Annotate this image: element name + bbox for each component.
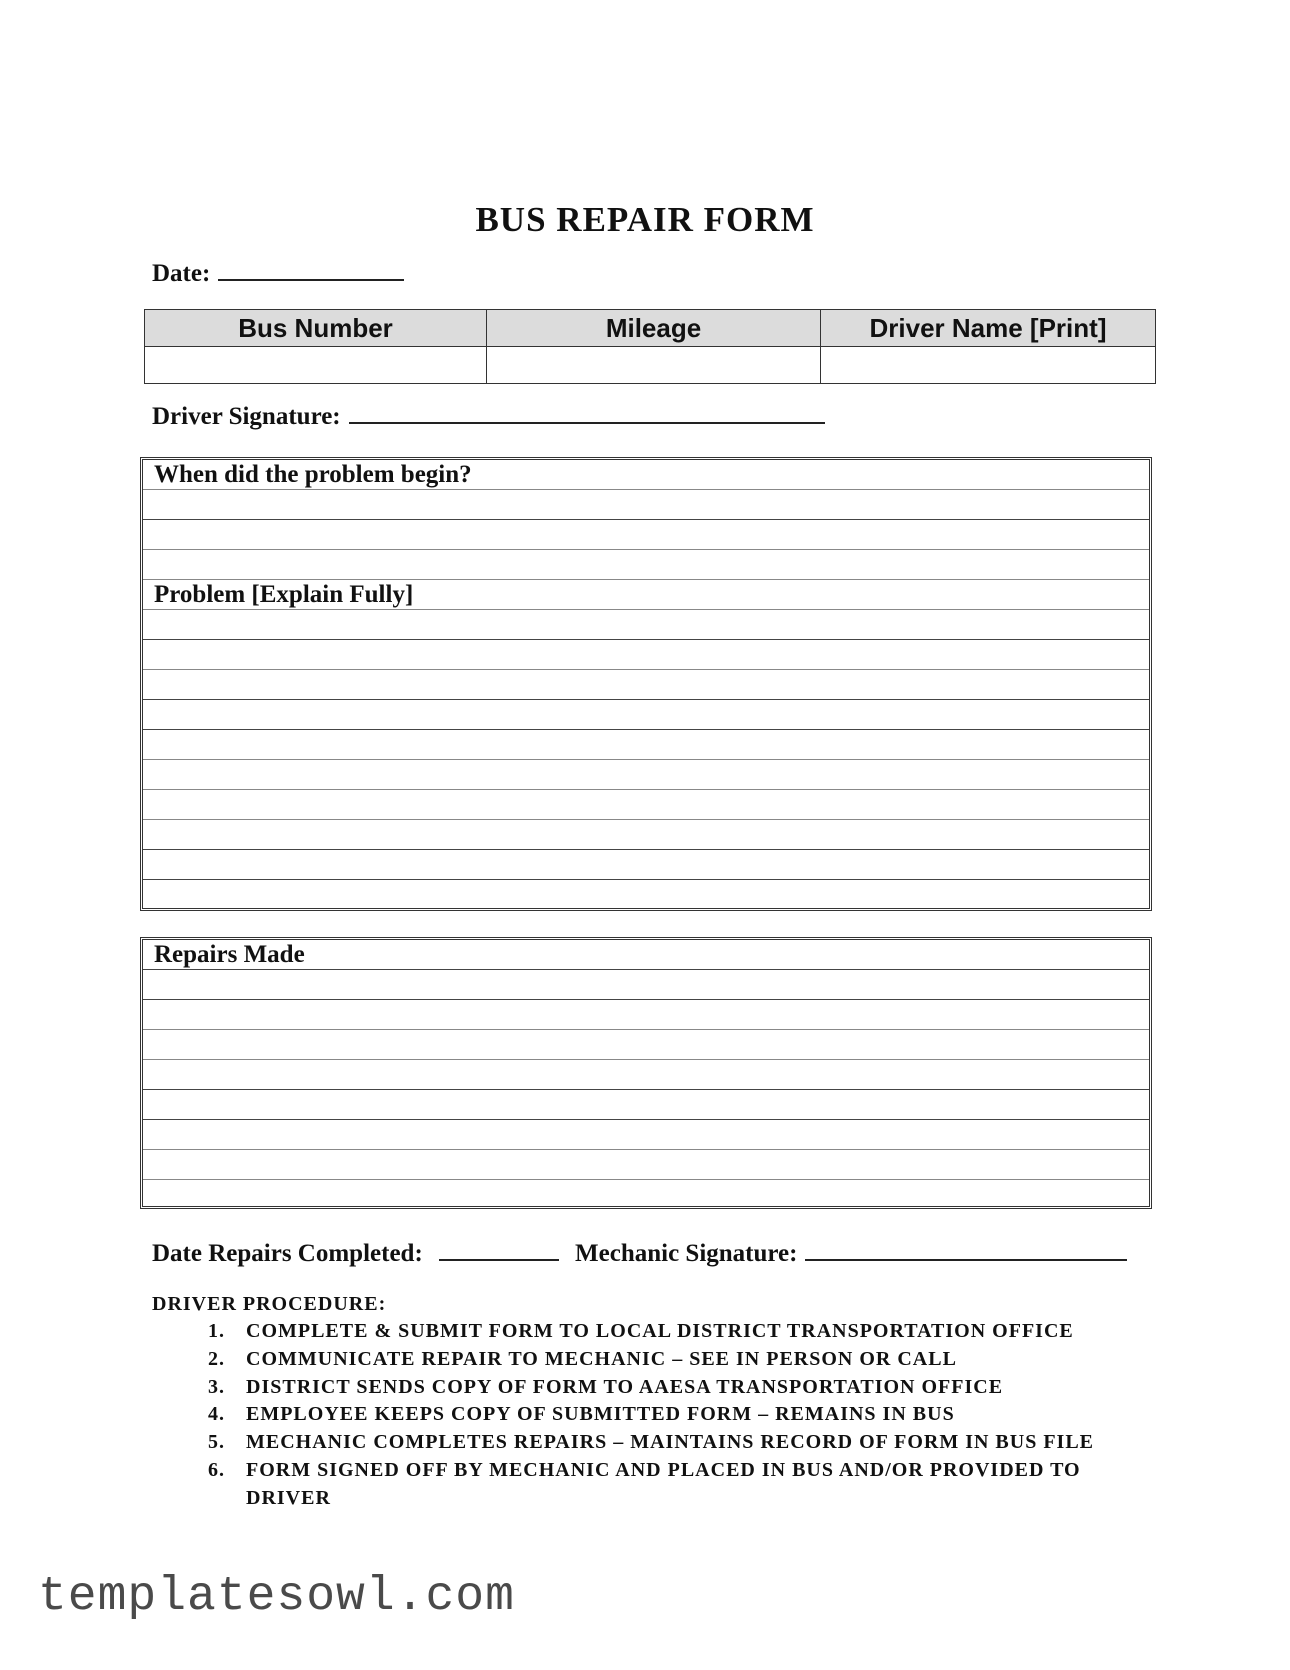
problem-explain-label: Problem [Explain Fully] [154,581,414,608]
step-text: COMMUNICATE REPAIR TO MECHANIC – SEE IN PERSON OR CALL [246,1347,957,1370]
date-field[interactable] [152,260,404,288]
repairs-box [140,937,1152,1209]
step-number: 5. [208,1431,225,1454]
driver-signature-blank[interactable] [349,421,825,424]
mechanic-signature-label: Mechanic Signature: [575,1240,798,1267]
step-number: 6. [208,1458,225,1481]
lined-row[interactable] [143,1090,1149,1120]
date-repairs-completed-blank[interactable] [439,1258,559,1261]
procedure-step [152,1346,1132,1374]
mechanic-signature-blank[interactable] [805,1258,1127,1261]
lined-row[interactable] [143,520,1149,550]
driver-name-header: Driver Name [Print] [821,310,1156,347]
step-text: MECHANIC COMPLETES REPAIRS – MAINTAINS RECORD OF FORM IN BUS FILE [246,1431,1095,1454]
lined-row[interactable] [143,1000,1149,1030]
mileage-cell[interactable] [487,347,821,384]
completion-line [152,1240,1127,1268]
procedure-step [152,1318,1132,1346]
lined-row[interactable] [143,490,1149,520]
lined-row[interactable] [143,1120,1149,1150]
lined-row[interactable] [143,880,1149,910]
driver-name-cell[interactable] [821,347,1156,384]
lined-row[interactable] [143,610,1149,640]
problem-box [140,457,1152,911]
date-label: Date: [152,260,211,287]
procedure-step [152,1429,1132,1457]
lined-row[interactable] [143,550,1149,580]
step-text: FORM SIGNED OFF BY MECHANIC AND PLACED IN BUS AND/OR PROVIDED TO DRIVER [246,1458,1081,1509]
problem-begin-row [143,460,1149,490]
lined-row[interactable] [143,790,1149,820]
date-repairs-completed-label: Date Repairs Completed: [152,1240,423,1267]
problem-explain-row [143,580,1149,610]
lined-row[interactable] [143,700,1149,730]
lined-row[interactable] [143,1180,1149,1210]
lined-row[interactable] [143,820,1149,850]
date-blank[interactable] [218,278,404,281]
lined-row[interactable] [143,640,1149,670]
step-number: 3. [208,1375,225,1398]
procedure-step [152,1374,1132,1402]
lined-row[interactable] [143,670,1149,700]
driver-signature-field[interactable] [152,403,825,431]
lined-row[interactable] [143,730,1149,760]
bus-number-cell[interactable] [145,347,487,384]
repairs-made-label: Repairs Made [154,941,305,968]
step-text: COMPLETE & SUBMIT FORM TO LOCAL DISTRICT TRANSPORTATION OFFICE [246,1320,1074,1342]
lined-row[interactable] [143,760,1149,790]
problem-begin-label: When did the problem begin? [154,461,472,488]
driver-signature-label: Driver Signature: [152,403,341,430]
repairs-made-row [143,940,1149,970]
procedure-list [152,1318,1132,1513]
step-number: 1. [208,1320,225,1342]
procedure-heading: DRIVER PROCEDURE: [152,1293,387,1315]
mileage-header: Mileage [487,310,821,347]
lined-row[interactable] [143,1030,1149,1060]
form-title: BUS REPAIR FORM [475,200,815,239]
step-text: EMPLOYEE KEEPS COPY OF SUBMITTED FORM – REMAINS IN BUS [246,1403,955,1426]
step-number: 2. [208,1347,225,1370]
lined-row[interactable] [143,1150,1149,1180]
bus-number-header: Bus Number [145,310,487,347]
procedure-step [152,1401,1132,1429]
lined-row[interactable] [143,850,1149,880]
lined-row[interactable] [143,1060,1149,1090]
bus-info-table [144,309,1156,384]
watermark-text: templatesowl.com [38,1570,515,1624]
procedure-step [152,1457,1132,1513]
lined-row[interactable] [143,970,1149,1000]
step-number: 4. [208,1403,225,1426]
step-text: DISTRICT SENDS COPY OF FORM TO AAESA TRANSPORTATION OFFICE [246,1375,1004,1398]
